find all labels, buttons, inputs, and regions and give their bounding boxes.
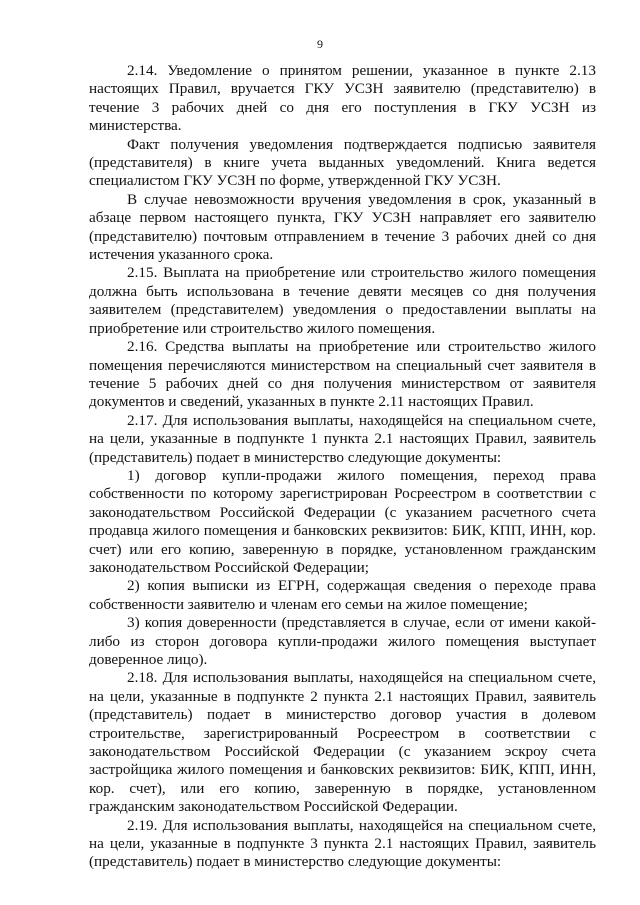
paragraph-2-17: 2.17. Для использования выплаты, находящейся на специальном счете, на цели, указанные в подпункте 1 пункта 2.1 настоящих Правил, заявитель (представитель) подает в министерство следующие документы: [89,411,596,466]
paragraph-2-14: 2.14. Уведомление о принятом решении, указанное в пункте 2.13 настоящих Правил, вручается ГКУ УСЗН заявителю (представителю) в течение 3 рабочих дней со дня его поступления в ГКУ УСЗН из министерства. [89,62,596,135]
paragraph-2-18: 2.18. Для использования выплаты, находящейся на специальном счете, на цели, указанные в подпункте 2 пункта 2.1 настоящих Правил, заявитель (представитель) подает в министерство договор участия в долевом строительстве, зарегистрированный Росреестром в соответствии с законодательством Российской Федерации (с указанием эскроу счета застройщика жилого помещения и банковских реквизитов: БИК, КПП, ИНН, кор. счет), или его копию, заверенную в порядке, установленном гражданским законодательством Российской Федерации. [89,669,596,816]
document-body [89,62,596,872]
list-item-1: 1) договор купли-продажи жилого помещения, переход права собственности по которому зарегистрирован Росреестром в соответствии с законодательством Российской Федерации (с указанием расчетного счета продавца жилого помещения и банковских реквизитов: БИК, КПП, ИНН, кор. счет) или его копию, заверенную в порядке, установленном гражданским законодательством Российской Федерации; [89,466,596,576]
list-item-3: 3) копия доверенности (представляется в случае, если от имени какой-либо из сторон договора купли-продажи жилого помещения выступает доверенное лицо). [89,614,596,668]
paragraph-postal-delivery: В случае невозможности вручения уведомления в срок, указанный в абзаце первом настоящего пункта, ГКУ УСЗН направляет его заявителю (представителю) почтовым отправлением в течение 3 рабочих дней со дня истечения указанного срока. [89,190,596,264]
list-item-2: 2) копия выписки из ЕГРН, содержащая сведения о переходе права собственности заявителю и членам его семьи на жилое помещение; [89,577,596,613]
paragraph-2-16: 2.16. Средства выплаты на приобретение или строительство жилого помещения перечисляются министерством на специальный счет заявителя в течение 5 рабочих дней со дня получения министерством от заявителя документов и сведений, указанных в пункте 2.11 настоящих Правил. [89,338,596,411]
paragraph-notice-receipt: Факт получения уведомления подтверждается подписью заявителя (представителя) в книге учета выданных уведомлений. Книга ведется специалистом ГКУ УСЗН по форме, утвержденной ГКУ УСЗН. [89,135,596,190]
paragraph-2-15: 2.15. Выплата на приобретение или строительство жилого помещения должна быть использована в течение девяти месяцев со дня получения заявителем (представителем) уведомления о предоставлении выплаты на приобретение или строительство жилого помещения. [89,264,596,337]
paragraph-2-19: 2.19. Для использования выплаты, находящейся на специальном счете, на цели, указанные в подпункте 3 пункта 2.1 настоящих Правил, заявитель (представитель) подает в министерство следующие документы: [89,816,596,871]
page-number: 9 [317,37,323,51]
